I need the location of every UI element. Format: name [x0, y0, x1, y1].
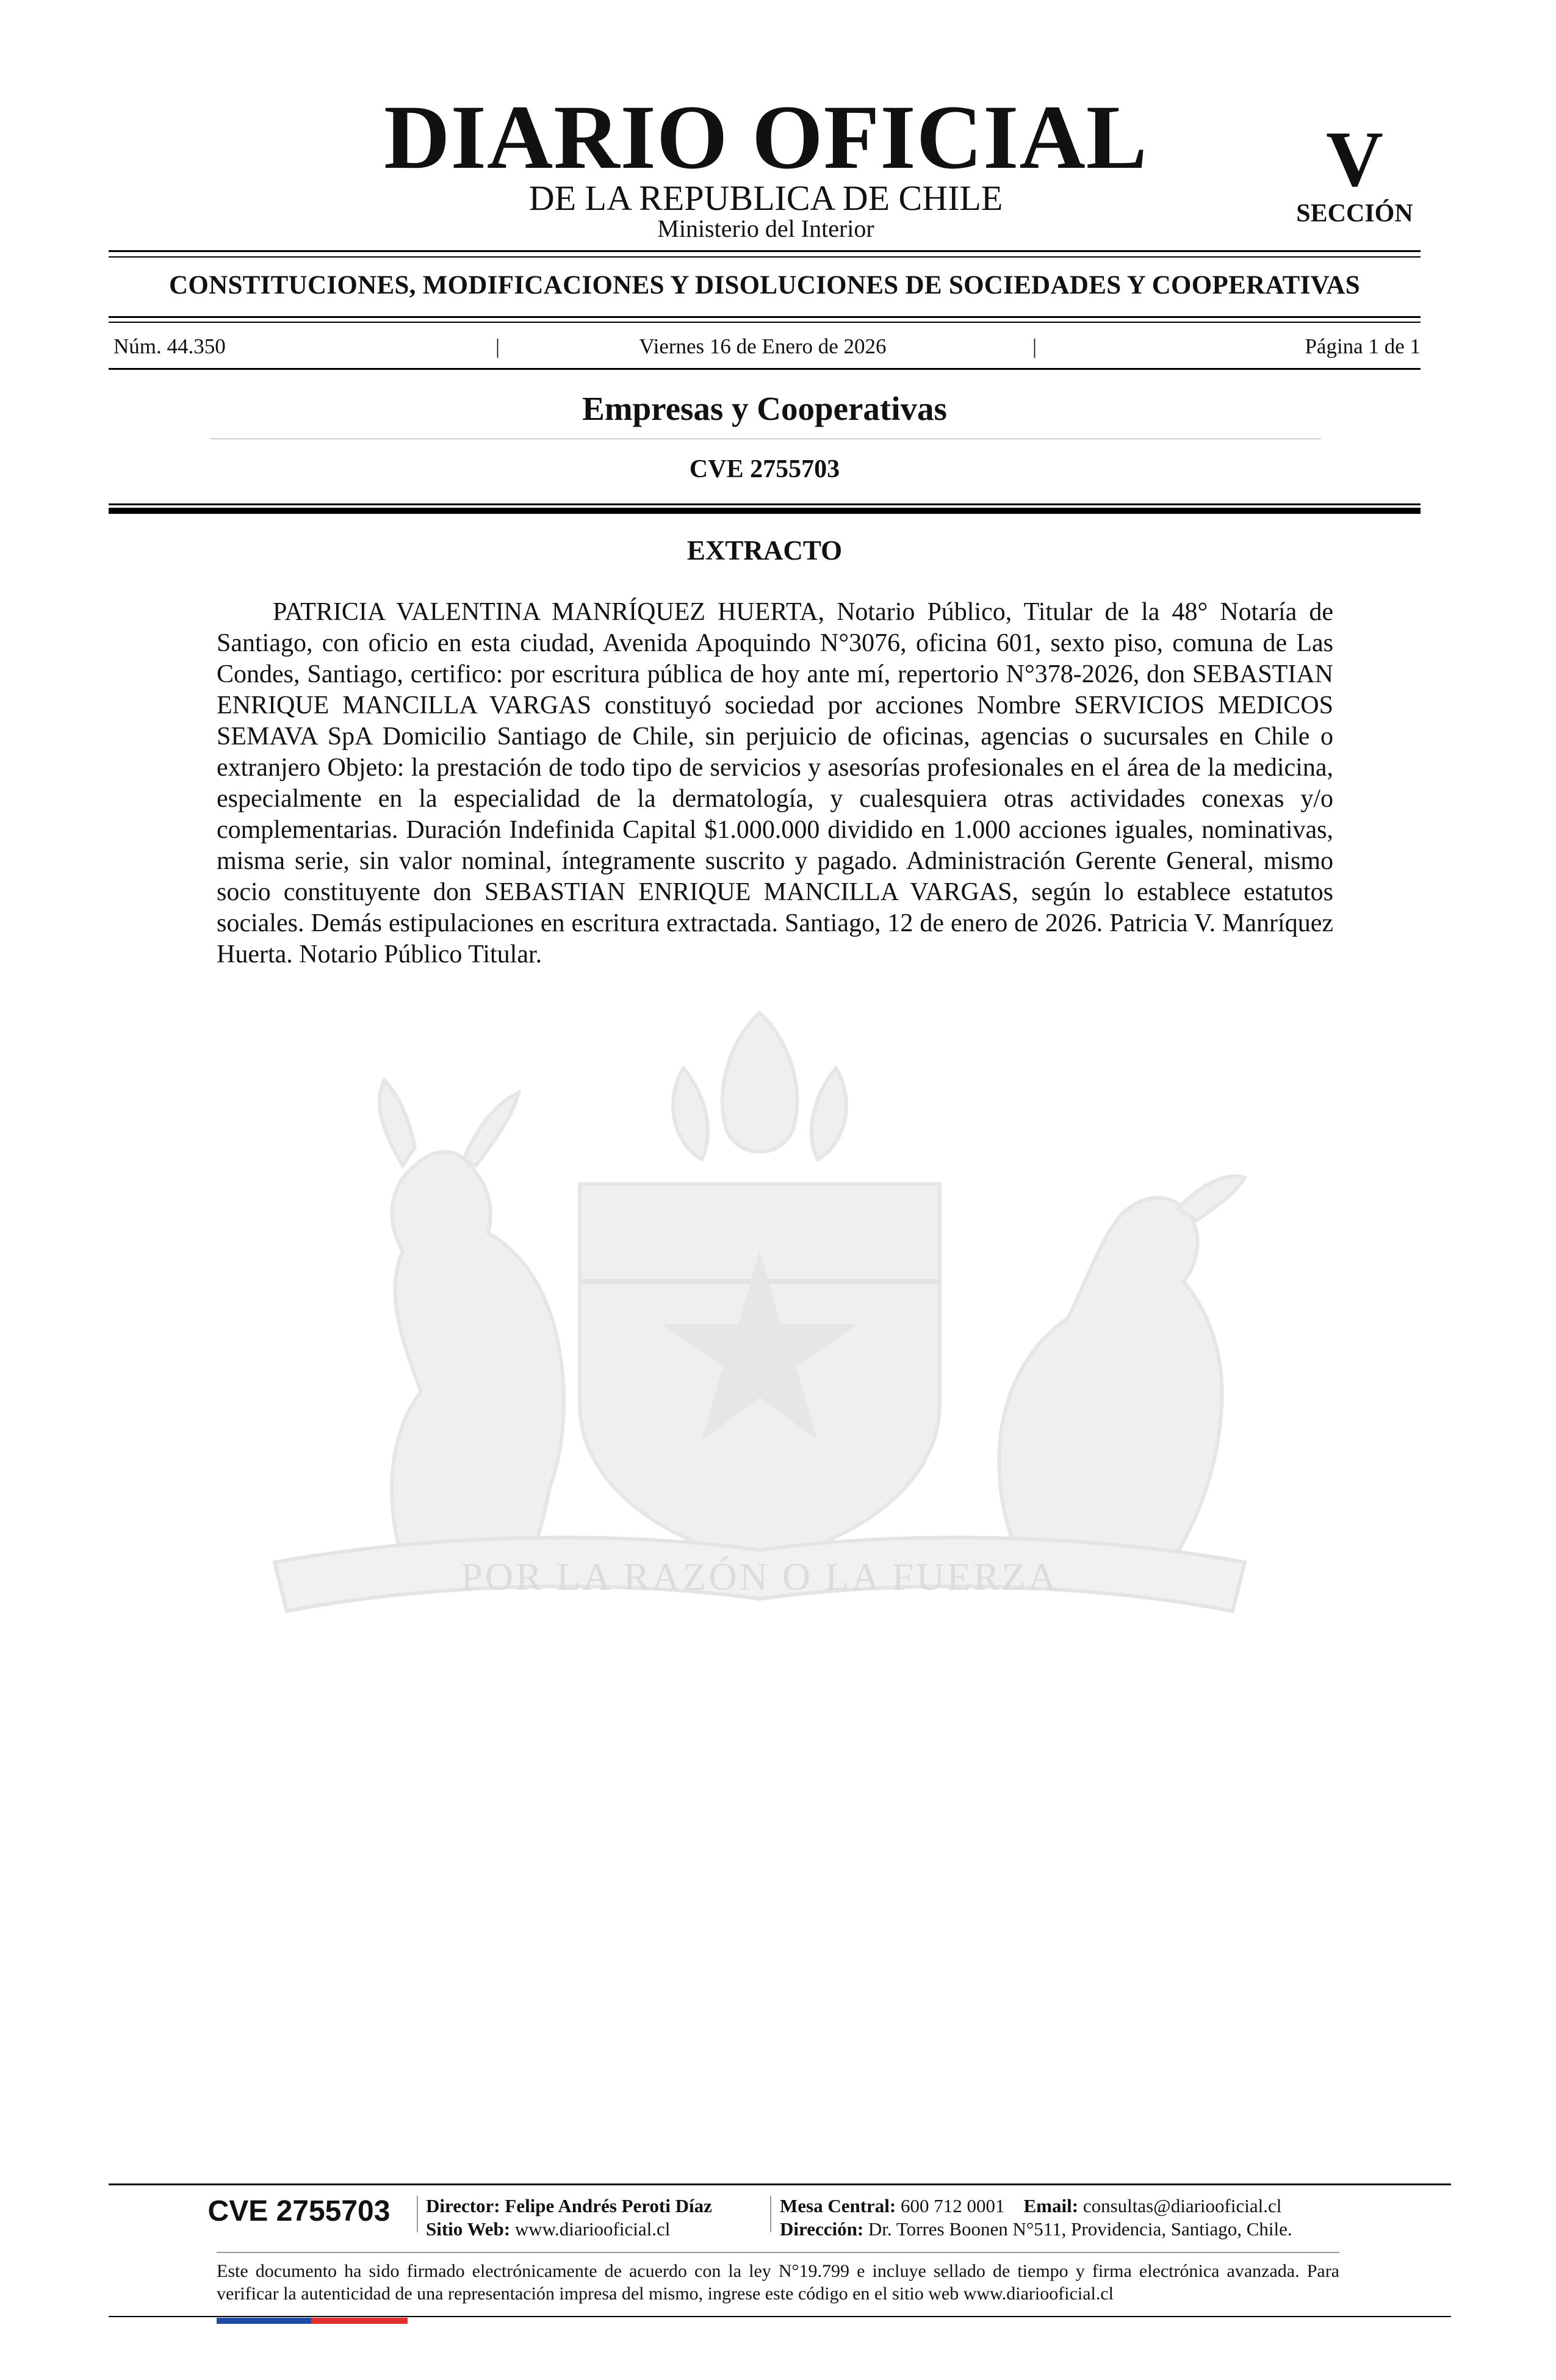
footer-rule-bottom: [109, 2316, 1451, 2317]
email-label: Email:: [1023, 2195, 1079, 2216]
email-link[interactable]: consultas@diariooficial.cl: [1082, 2195, 1282, 2216]
category-rule: [211, 438, 1321, 439]
section-banner: CONSTITUCIONES, MODIFICACIONES Y DISOLUCIONES DE SOCIEDADES Y COOPERATIVAS: [168, 271, 1360, 300]
page-number: Página 1 de 1: [1305, 334, 1421, 358]
seal-motto: POR LA RAZÓN O LA FUERZA: [461, 1555, 1059, 1598]
meta-rule: [109, 368, 1421, 370]
flag-stripe-red: [311, 2318, 408, 2324]
newspaper-title: DIARIO OFICIAL: [384, 87, 1148, 188]
banner-rule-top: [109, 316, 1421, 318]
footer-divider: [417, 2196, 418, 2232]
website-link[interactable]: www.diariooficial.cl: [514, 2218, 671, 2240]
coat-of-arms-watermark: [201, 964, 1318, 1684]
content-rule-thin: [109, 503, 1421, 505]
footer-rule-thin: [217, 2252, 1339, 2253]
content-rule-thick: [109, 508, 1421, 514]
masthead-rule-top: [109, 250, 1421, 252]
flag-stripe-blue: [217, 2318, 311, 2324]
footer-cve-code: CVE 2755703: [207, 2195, 391, 2227]
document-heading: EXTRACTO: [686, 535, 843, 566]
category-title: Empresas y Cooperativas: [582, 390, 947, 427]
footer-contact-left: [426, 2194, 712, 2241]
ministry-label: Ministerio del Interior: [657, 215, 874, 242]
section-label: SECCIÓN: [1296, 200, 1413, 228]
issue-separator: |: [495, 334, 500, 358]
director-name: Felipe Andrés Peroti Díaz: [505, 2195, 712, 2216]
newspaper-subtitle: DE LA REPUBLICA DE CHILE: [528, 178, 1003, 218]
footer-divider: [770, 2196, 771, 2232]
cve-code: CVE 2755703: [689, 455, 840, 483]
phone-number: 600 712 0001: [901, 2195, 1005, 2216]
banner-rule-thin: [109, 322, 1421, 323]
phone-label: Mesa Central:: [780, 2195, 896, 2216]
signature-note: Este documento ha sido firmado electrónicamente de acuerdo con la ley N°19.799 e incluye sellado de tiempo y firma electrónica avanzada. Para verificar la autenticidad de una representación impresa del mismo, ingrese este código en el sitio web www.diariooficial.cl: [217, 2261, 1339, 2304]
issue-date: Viernes 16 de Enero de 2026: [639, 334, 887, 358]
section-letter: V: [1326, 115, 1383, 203]
masthead-rule-thin: [109, 256, 1421, 258]
address-text: Dr. Torres Boonen N°511, Providencia, Santiago, Chile.: [868, 2218, 1292, 2240]
issue-number: Núm. 44.350: [113, 334, 226, 358]
address-label: Dirección:: [780, 2218, 864, 2240]
issue-separator: |: [1032, 334, 1037, 358]
document-body: PATRICIA VALENTINA MANRÍQUEZ HUERTA, Notario Público, Titular de la 48° Notaría de Santiago, con oficio en esta ciudad, Avenida Apoquindo N°3076, oficina 601, sexto piso, comuna de Las Condes, Santiago, certifico: por escritura pública de hoy ante mí, repertorio N°378-2026, don SEBASTIAN ENRIQUE MANCILLA VARGAS constituyó sociedad por acciones Nombre SERVICIOS MEDICOS SEMAVA SpA Domicilio Santiago de Chile, sin perjuicio de oficinas, agencias o sucursales en Chile o extranjero Objeto: la prestación de todo tipo de servicios y asesorías profesionales en el área de la medicina, especialmente en la especialidad de la dermatología, y cualesquiera otras actividades conexas y/o complementarias. Duración Indefinida Capital $1.000.000 dividido en 1.000 acciones iguales, nominativas, misma serie, sin valor nominal, íntegramente suscrito y pagado. Administración Gerente General, mismo socio constituyente don SEBASTIAN ENRIQUE MANCILLA VARGAS, según lo establece estatutos sociales. Demás estipulaciones en escritura extractada. Santiago, 12 de enero de 2026. Patricia V. Manríquez Huerta. Notario Público Titular.: [217, 598, 1333, 968]
director-label: Director:: [426, 2195, 500, 2216]
footer-rule: [109, 2183, 1451, 2185]
website-label: Sitio Web:: [426, 2218, 511, 2240]
footer-contact-right: [780, 2194, 1292, 2241]
